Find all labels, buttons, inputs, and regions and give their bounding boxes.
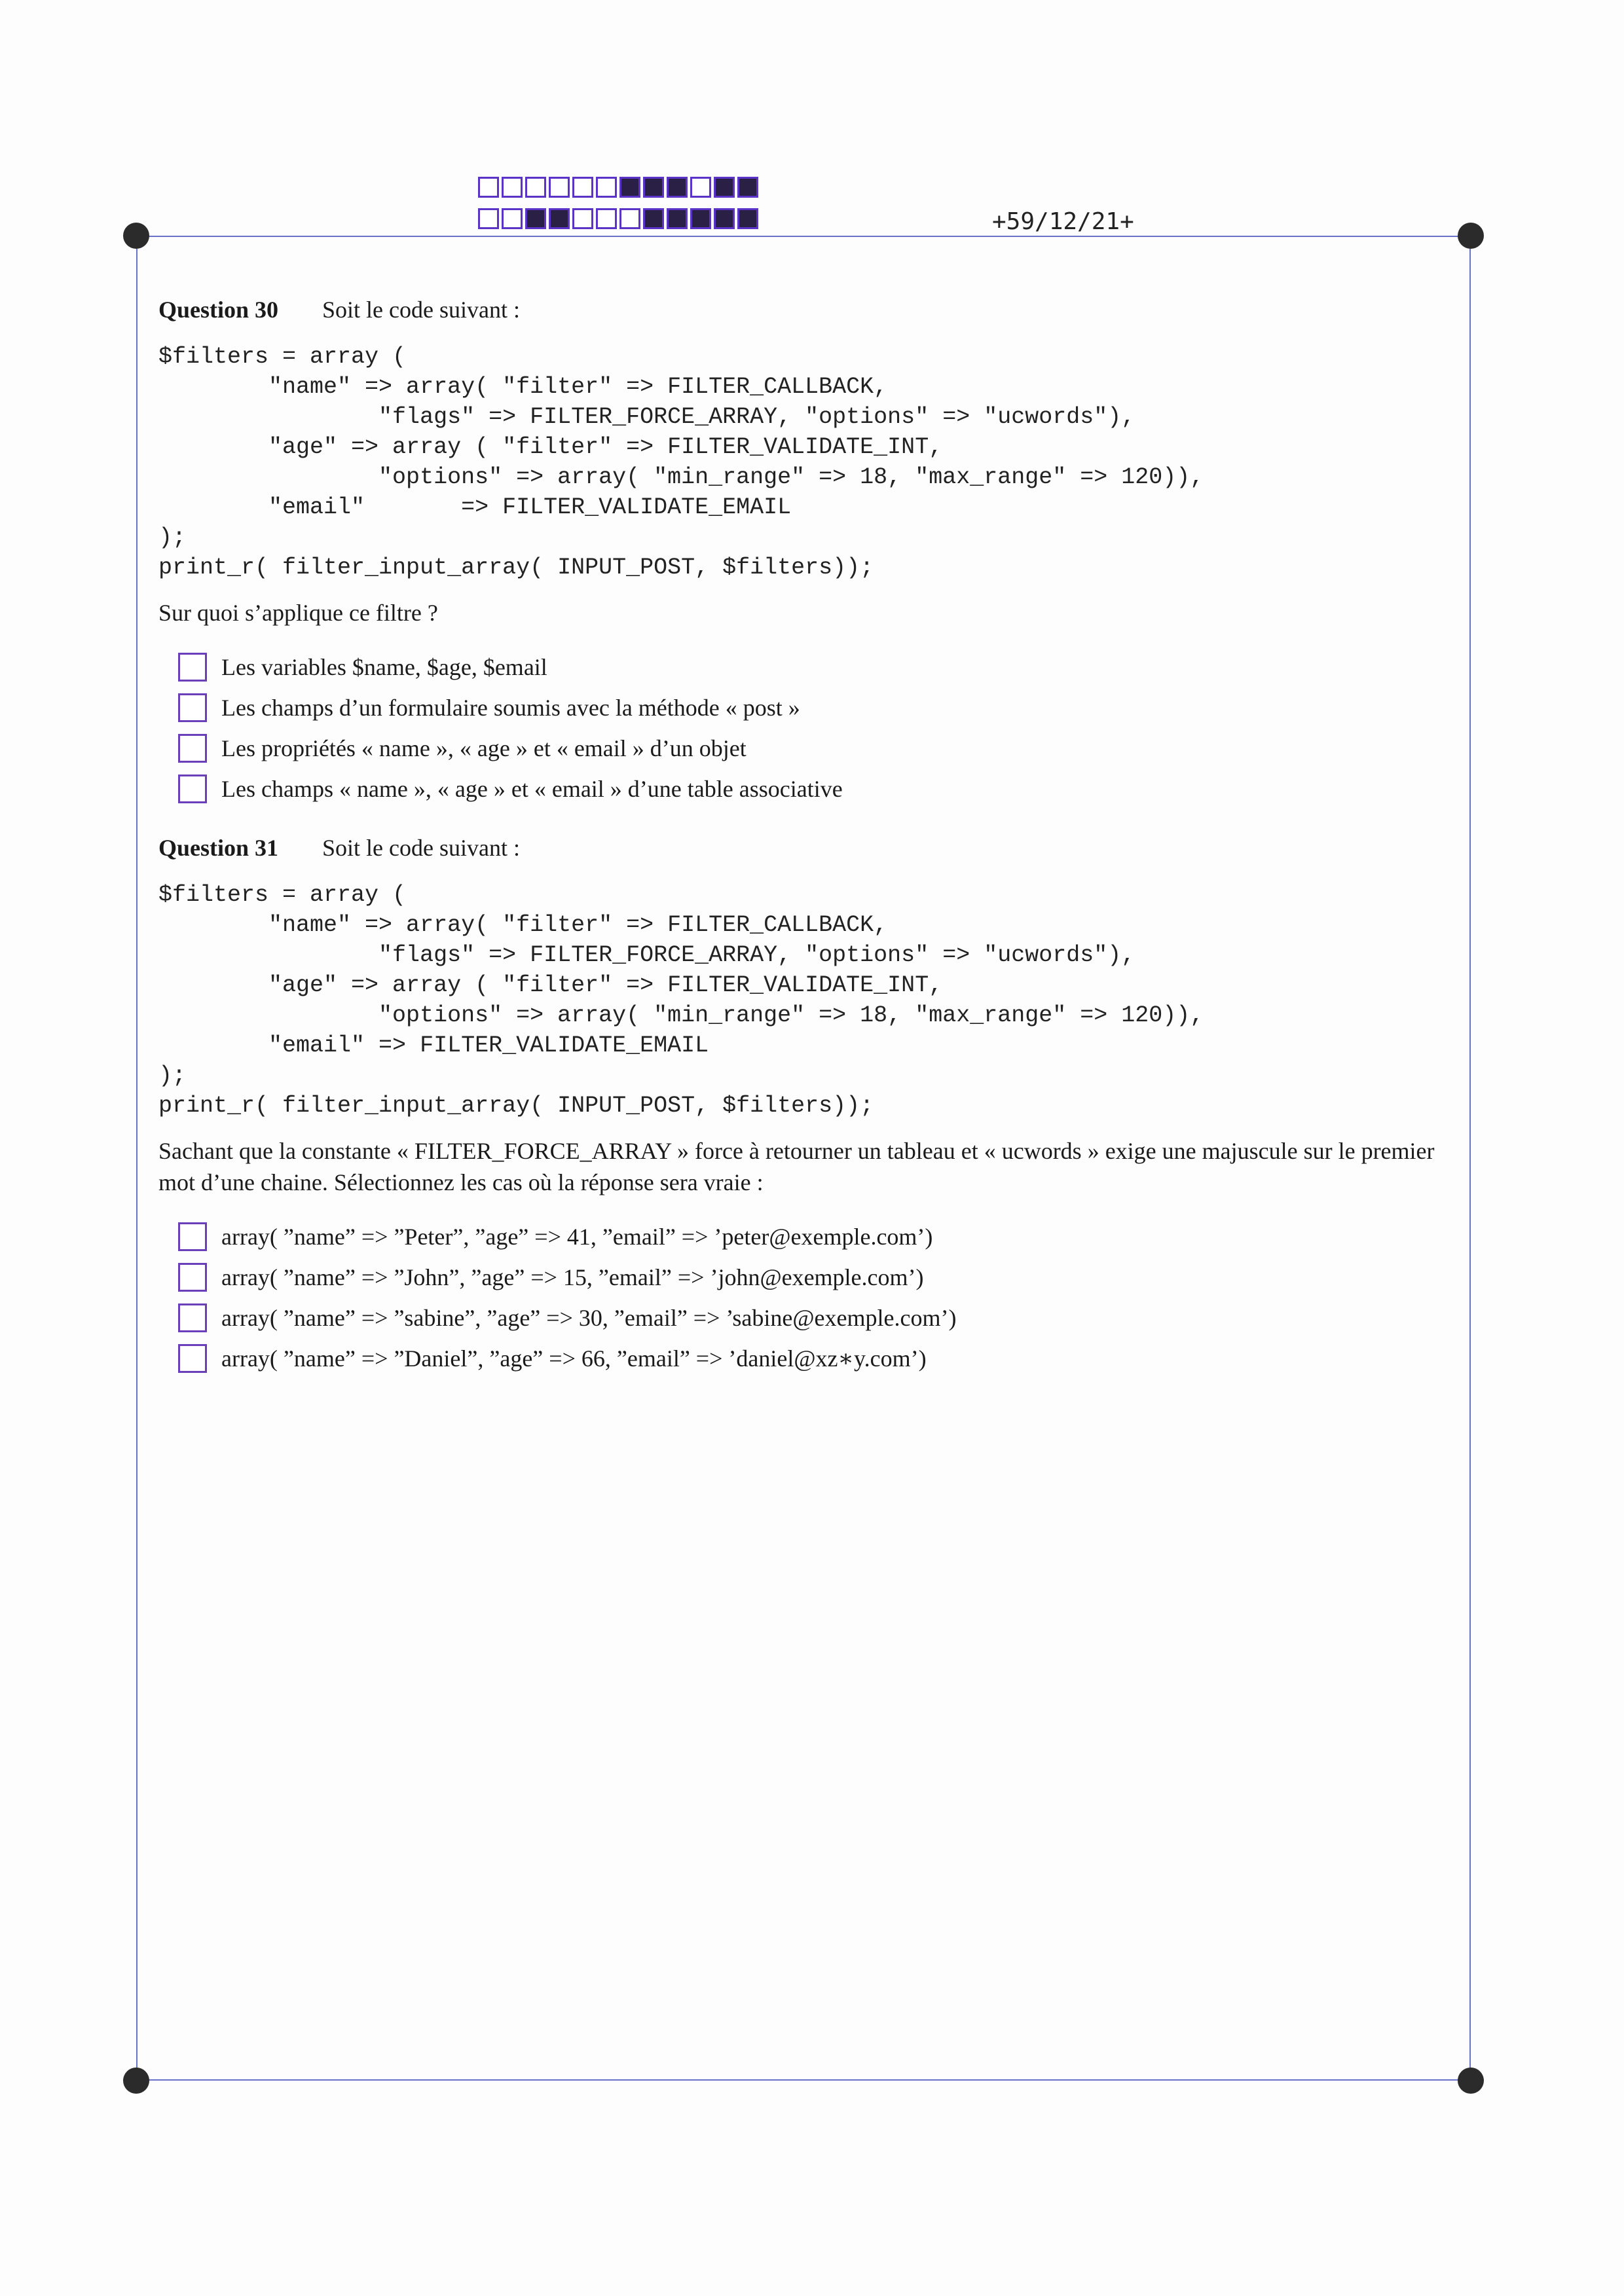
answer-checkbox[interactable] xyxy=(178,693,207,722)
barcode-cell xyxy=(572,208,593,229)
code-block: $filters = array ( "name" => array( "filter" => FILTER_CALLBACK, "flags" => FILTER_FORCE_ARRAY, "options" => "ucwords"), "age" => array ( "filter" => FILTER_VALIDATE_INT, "options" => array( "min_range" => 18, "max_range" => 120)), "email" => FILTER_VALIDATE_EMAIL ); print_r( filter_input_array( INPUT_POST, $filters)); xyxy=(158,882,1204,1119)
answer-option xyxy=(178,1216,1462,1257)
barcode-cell xyxy=(478,177,499,198)
barcode-cell xyxy=(525,177,546,198)
answer-label: Les champs « name », « age » et « email » d’une table associative xyxy=(221,776,843,802)
barcode-cell xyxy=(549,208,570,229)
barcode-cell xyxy=(667,177,688,198)
code-block: $filters = array ( "name" => array( "filter" => FILTER_CALLBACK, "flags" => FILTER_FORCE_ARRAY, "options" => "ucwords"), "age" => array ( "filter" => FILTER_VALIDATE_INT, "options" => array( "min_range" => 18, "max_range" => 120)), "email" => FILTER_VALIDATE_EMAIL ); print_r( filter_input_array( INPUT_POST, $filters)); xyxy=(158,344,1204,581)
barcode-cell xyxy=(737,208,758,229)
answer-options xyxy=(178,647,1462,809)
corner-marker-bottom-left xyxy=(123,2068,149,2094)
answer-option xyxy=(178,1298,1462,1338)
barcode-cell xyxy=(667,208,688,229)
barcode-cell xyxy=(737,177,758,198)
answer-checkbox[interactable] xyxy=(178,774,207,803)
barcode-cell xyxy=(502,177,523,198)
question-number: Question 31 xyxy=(158,835,279,861)
answer-checkbox[interactable] xyxy=(178,1303,207,1332)
answer-checkbox[interactable] xyxy=(178,734,207,763)
barcode-cell xyxy=(643,208,664,229)
answer-label: Les variables $name, $age, $email xyxy=(221,654,547,680)
barcode-cell xyxy=(596,177,617,198)
answer-option xyxy=(178,1338,1462,1379)
answer-option xyxy=(178,728,1462,769)
answer-label: array( ”name” => ”Peter”, ”age” => 41, ”email” => ’peter@exemple.com’) xyxy=(221,1224,933,1250)
barcode-cell xyxy=(690,208,711,229)
corner-marker-top-right xyxy=(1458,223,1484,249)
corner-marker-bottom-right xyxy=(1458,2068,1484,2094)
page-barcode xyxy=(478,177,758,200)
answer-label: Les champs d’un formulaire soumis avec la méthode « post » xyxy=(221,695,800,721)
page-code: +59/12/21+ xyxy=(992,208,1134,235)
barcode-cell xyxy=(596,208,617,229)
barcode-cell xyxy=(572,177,593,198)
barcode-cell xyxy=(643,177,664,198)
answer-checkbox[interactable] xyxy=(178,1344,207,1373)
barcode-cell xyxy=(549,177,570,198)
question-30-header xyxy=(158,295,1462,325)
answer-label: array( ”name” => ”sabine”, ”age” => 30, ”email” => ’sabine@exemple.com’) xyxy=(221,1305,957,1331)
answer-label: array( ”name” => ”John”, ”age” => 15, ”email” => ’john@exemple.com’) xyxy=(221,1264,924,1290)
barcode-cell xyxy=(619,177,640,198)
answer-option xyxy=(178,769,1462,809)
barcode-row xyxy=(478,177,758,200)
answer-option xyxy=(178,1257,1462,1298)
question-31-header xyxy=(158,833,1462,863)
barcode-cell xyxy=(690,177,711,198)
answer-checkbox[interactable] xyxy=(178,1263,207,1292)
answer-label: array( ”name” => ”Daniel”, ”age” => 66, ”email” => ’daniel@xz∗y.com’) xyxy=(221,1345,927,1372)
barcode-cell xyxy=(478,208,499,229)
answer-option xyxy=(178,687,1462,728)
barcode-cell xyxy=(525,208,546,229)
answer-checkbox[interactable] xyxy=(178,1222,207,1251)
answer-option xyxy=(178,647,1462,687)
barcode-row xyxy=(478,208,758,232)
barcode-cell xyxy=(502,208,523,229)
page-barcode-2 xyxy=(478,208,758,232)
barcode-cell xyxy=(714,208,735,229)
question-prompt: Sur quoi s’applique ce filtre ? xyxy=(158,600,438,626)
corner-marker-top-left xyxy=(123,223,149,249)
page-content xyxy=(158,295,1462,1379)
question-intro: Soit le code suivant : xyxy=(322,297,520,323)
question-prompt: Sachant que la constante « FILTER_FORCE_ARRAY » force à retourner un tableau et « ucwords » exige une majuscule sur le premier mot d’une chaine. Sélectionnez les cas où la réponse sera vraie : xyxy=(158,1138,1435,1195)
question-intro: Soit le code suivant : xyxy=(322,835,520,861)
answer-checkbox[interactable] xyxy=(178,653,207,682)
answer-options xyxy=(178,1216,1462,1379)
barcode-cell xyxy=(714,177,735,198)
question-number: Question 30 xyxy=(158,297,279,323)
answer-label: Les propriétés « name », « age » et « email » d’un objet xyxy=(221,735,747,761)
barcode-cell xyxy=(619,208,640,229)
